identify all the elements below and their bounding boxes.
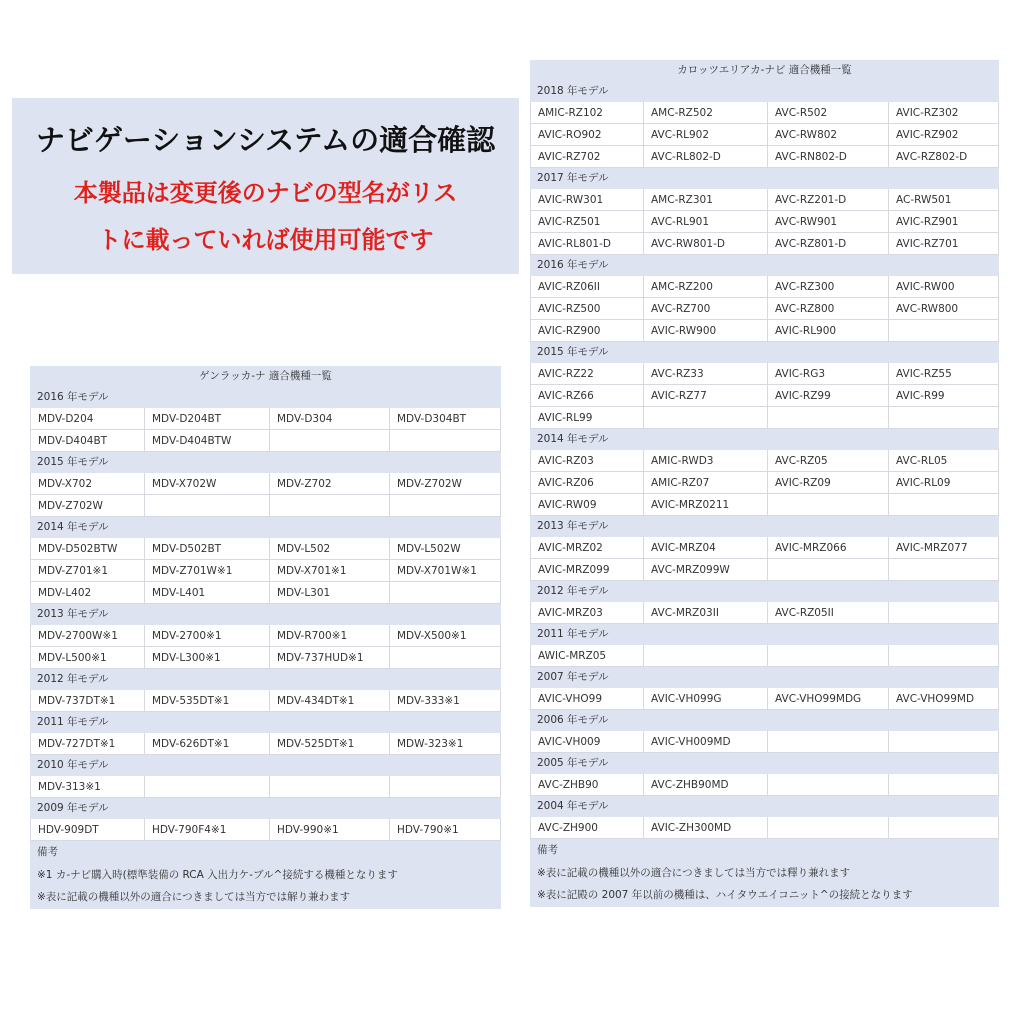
model-cell: AVIC-RZ702 <box>530 146 644 168</box>
model-cell: AVIC-RW301 <box>530 189 644 211</box>
model-cell: AC-RW501 <box>889 189 999 211</box>
model-cell: MDV-L502W <box>390 538 501 560</box>
model-cell: AVIC-RZ09 <box>768 472 889 494</box>
model-cell: MDV-L301 <box>270 582 390 604</box>
model-cell: AMIC-RZ07 <box>644 472 768 494</box>
model-cell: AVC-VHO99MD <box>889 688 999 710</box>
table-row <box>30 625 501 647</box>
model-cell: MDV-D502BT <box>145 538 270 560</box>
model-cell: AVIC-MRZ02 <box>530 537 644 559</box>
table-row <box>530 645 999 667</box>
table-title: ゲンラッカ-ナ 適合機種一覧 <box>30 366 501 387</box>
model-cell: MDV-Z702W <box>30 495 145 517</box>
model-cell: MDV-737HUD※1 <box>270 647 390 669</box>
model-cell: AVC-VHO99MDG <box>768 688 889 710</box>
model-cell: AVIC-RZ99 <box>768 385 889 407</box>
model-cell: AMIC-RWD3 <box>644 450 768 472</box>
table-row <box>30 538 501 560</box>
model-year-header: 2014 年モデル <box>530 429 999 450</box>
model-cell <box>768 774 889 796</box>
compatibility-banner <box>12 98 519 274</box>
model-cell: AVC-RZ05 <box>768 450 889 472</box>
model-cell: MDV-L401 <box>145 582 270 604</box>
table-row <box>530 817 999 839</box>
table-row <box>530 298 999 320</box>
model-cell <box>768 817 889 839</box>
model-cell <box>768 494 889 516</box>
model-cell <box>270 430 390 452</box>
table-row <box>530 385 999 407</box>
model-cell: AVC-RZ201-D <box>768 189 889 211</box>
model-year-header: 2009 年モデル <box>30 798 501 819</box>
model-cell: MDV-737DT※1 <box>30 690 145 712</box>
table-row <box>530 494 999 516</box>
model-cell: MDV-2700※1 <box>145 625 270 647</box>
model-year-header: 2013 年モデル <box>530 516 999 537</box>
model-cell: MDV-R700※1 <box>270 625 390 647</box>
table-row <box>530 363 999 385</box>
model-cell: AVC-RZ801-D <box>768 233 889 255</box>
model-cell: MDV-434DT※1 <box>270 690 390 712</box>
model-year-header: 2011 年モデル <box>530 624 999 645</box>
model-cell: AVC-R502 <box>768 102 889 124</box>
model-year-header: 2012 年モデル <box>530 581 999 602</box>
model-cell: AWIC-MRZ05 <box>530 645 644 667</box>
table-row <box>530 537 999 559</box>
model-cell <box>270 776 390 798</box>
model-cell: AVC-RW802 <box>768 124 889 146</box>
model-cell: MDV-333※1 <box>390 690 501 712</box>
table-row <box>530 124 999 146</box>
model-year-header: 2010 年モデル <box>30 755 501 776</box>
model-cell: AVIC-VH009 <box>530 731 644 753</box>
table-row <box>530 211 999 233</box>
model-cell <box>390 495 501 517</box>
table-row <box>30 733 501 755</box>
model-cell: AVC-RZ802-D <box>889 146 999 168</box>
model-cell <box>889 645 999 667</box>
model-cell: AVIC-RZ66 <box>530 385 644 407</box>
table-row <box>530 472 999 494</box>
model-cell <box>390 582 501 604</box>
table-row <box>30 560 501 582</box>
table-row <box>530 320 999 342</box>
model-cell: AVC-RL901 <box>644 211 768 233</box>
model-cell <box>889 407 999 429</box>
model-year-header: 2006 年モデル <box>530 710 999 731</box>
model-cell: AVC-RL902 <box>644 124 768 146</box>
model-cell: MDV-525DT※1 <box>270 733 390 755</box>
table-row <box>530 774 999 796</box>
model-cell <box>390 776 501 798</box>
table-row <box>30 582 501 604</box>
table-row <box>530 602 999 624</box>
table-row <box>30 408 501 430</box>
model-cell <box>889 731 999 753</box>
model-cell: AVIC-RZ902 <box>889 124 999 146</box>
model-cell <box>390 647 501 669</box>
model-cell: AMC-RZ301 <box>644 189 768 211</box>
model-cell: AVC-RZ33 <box>644 363 768 385</box>
model-cell <box>145 776 270 798</box>
model-cell: MDV-D304BT <box>390 408 501 430</box>
model-cell: MDV-2700W※1 <box>30 625 145 647</box>
model-cell <box>889 494 999 516</box>
model-cell <box>889 817 999 839</box>
model-cell: MDV-L502 <box>270 538 390 560</box>
model-cell: AVIC-RZ701 <box>889 233 999 255</box>
table-title: カロッツエリアカ-ナビ 適合機種一覧 <box>530 60 999 81</box>
model-year-header: 2014 年モデル <box>30 517 501 538</box>
model-cell: MDV-727DT※1 <box>30 733 145 755</box>
kenwood-compatibility-table <box>30 366 501 909</box>
model-cell: MDV-X701W※1 <box>390 560 501 582</box>
model-year-header: 2015 年モデル <box>530 342 999 363</box>
banner-title: ナビゲーションシステムの適合確認 <box>35 123 496 157</box>
model-cell: AVIC-MRZ066 <box>768 537 889 559</box>
model-year-header: 2018 年モデル <box>530 81 999 102</box>
table-row <box>30 819 501 841</box>
model-cell <box>889 320 999 342</box>
model-cell: AMC-RZ502 <box>644 102 768 124</box>
table-row <box>530 146 999 168</box>
model-cell: AVC-RZ300 <box>768 276 889 298</box>
remarks-heading: 備考 <box>530 839 999 862</box>
model-cell: AVIC-RZ06 <box>530 472 644 494</box>
model-year-header: 2013 年モデル <box>30 604 501 625</box>
model-cell: AVC-RL05 <box>889 450 999 472</box>
model-cell: MDV-X702 <box>30 473 145 495</box>
model-cell: MDV-X500※1 <box>390 625 501 647</box>
remark-text: ※1 カ-ナビ購入時(標準装備の RCA 入出力ケ-ブル^接続する機種となります <box>30 864 501 887</box>
model-year-header: 2007 年モデル <box>530 667 999 688</box>
table-row <box>30 430 501 452</box>
model-cell: AVC-MRZ03II <box>644 602 768 624</box>
model-cell: MDV-D502BTW <box>30 538 145 560</box>
model-cell: AVIC-RL801-D <box>530 233 644 255</box>
model-cell: AVIC-RZ501 <box>530 211 644 233</box>
table-row <box>530 450 999 472</box>
table-row <box>530 407 999 429</box>
model-cell: MDV-Z702W <box>390 473 501 495</box>
model-cell: AVIC-RZ06II <box>530 276 644 298</box>
remark-text: ※表に記載の機種以外の適合につきましては当方では釋り兼れます <box>530 862 999 885</box>
model-cell: AMIC-RZ102 <box>530 102 644 124</box>
model-cell: AVIC-RL99 <box>530 407 644 429</box>
table-row <box>30 647 501 669</box>
table-row <box>30 690 501 712</box>
model-cell: AVIC-RZ500 <box>530 298 644 320</box>
model-cell: MDV-535DT※1 <box>145 690 270 712</box>
model-cell: AVIC-RW00 <box>889 276 999 298</box>
model-cell: MDV-D204BT <box>145 408 270 430</box>
model-cell <box>768 731 889 753</box>
model-cell: MDV-X702W <box>145 473 270 495</box>
model-cell: AVIC-RW09 <box>530 494 644 516</box>
model-cell: AVIC-RZ22 <box>530 363 644 385</box>
model-year-header: 2017 年モデル <box>530 168 999 189</box>
table-row <box>530 102 999 124</box>
model-cell: MDV-L402 <box>30 582 145 604</box>
model-cell: MDV-D204 <box>30 408 145 430</box>
model-cell: AVIC-MRZ077 <box>889 537 999 559</box>
model-cell: AVIC-RL09 <box>889 472 999 494</box>
model-cell: AVC-RZ700 <box>644 298 768 320</box>
model-year-header: 2016 年モデル <box>530 255 999 276</box>
model-cell <box>390 430 501 452</box>
table-row <box>30 473 501 495</box>
model-cell <box>889 559 999 581</box>
model-cell: AVIC-MRZ0211 <box>644 494 768 516</box>
model-cell: AVIC-RW900 <box>644 320 768 342</box>
table-row <box>530 276 999 298</box>
model-cell: MDW-323※1 <box>390 733 501 755</box>
model-cell: MDV-Z701W※1 <box>145 560 270 582</box>
remark-text: ※表に記載の機種以外の適合につきましては当方では解り兼わます <box>30 886 501 909</box>
model-cell <box>768 407 889 429</box>
model-cell: AVIC-ZH300MD <box>644 817 768 839</box>
banner-note-line-2: トに載っていれば使用可能です <box>97 226 434 254</box>
table-row <box>30 776 501 798</box>
model-cell: AVC-RZ05II <box>768 602 889 624</box>
model-cell: AVIC-R99 <box>889 385 999 407</box>
model-cell: MDV-626DT※1 <box>145 733 270 755</box>
model-cell: HDV-990※1 <box>270 819 390 841</box>
model-cell: AVIC-VHO99 <box>530 688 644 710</box>
table-row <box>30 495 501 517</box>
model-cell <box>768 645 889 667</box>
model-cell: AVIC-MRZ04 <box>644 537 768 559</box>
model-cell: AVC-ZHB90MD <box>644 774 768 796</box>
model-cell: AVIC-RZ900 <box>530 320 644 342</box>
model-year-header: 2005 年モデル <box>530 753 999 774</box>
model-cell: HDV-790※1 <box>390 819 501 841</box>
table-row <box>530 559 999 581</box>
model-cell: MDV-D404BTW <box>145 430 270 452</box>
model-cell: MDV-Z702 <box>270 473 390 495</box>
model-year-header: 2015 年モデル <box>30 452 501 473</box>
model-cell: AVC-RW801-D <box>644 233 768 255</box>
model-cell: AVC-RL802-D <box>644 146 768 168</box>
model-cell: MDV-D404BT <box>30 430 145 452</box>
model-cell: AVIC-VH009MD <box>644 731 768 753</box>
model-cell: AVC-ZH900 <box>530 817 644 839</box>
model-cell: MDV-L500※1 <box>30 647 145 669</box>
model-cell: AVC-RZ800 <box>768 298 889 320</box>
model-year-header: 2004 年モデル <box>530 796 999 817</box>
model-cell <box>889 774 999 796</box>
remark-text: ※表に記殿の 2007 年以前の機種は、ハイタウエイコニット^の接続となります <box>530 884 999 907</box>
model-cell: AVIC-RZ03 <box>530 450 644 472</box>
banner-note-line-1: 本製品は変更後のナビの型名がリス <box>73 179 458 207</box>
model-cell: MDV-X701※1 <box>270 560 390 582</box>
table-row <box>530 189 999 211</box>
model-cell: HDV-790F4※1 <box>145 819 270 841</box>
model-cell <box>644 407 768 429</box>
model-cell: AVC-RW901 <box>768 211 889 233</box>
carrozzeria-compatibility-table <box>530 60 999 907</box>
model-cell <box>644 645 768 667</box>
model-year-header: 2016 年モデル <box>30 387 501 408</box>
model-cell: AVIC-RZ901 <box>889 211 999 233</box>
model-cell: AVIC-RZ55 <box>889 363 999 385</box>
model-cell: HDV-909DT <box>30 819 145 841</box>
model-cell: AVIC-RZ302 <box>889 102 999 124</box>
model-cell: MDV-Z701※1 <box>30 560 145 582</box>
model-year-header: 2012 年モデル <box>30 669 501 690</box>
model-cell <box>145 495 270 517</box>
model-cell: AVC-ZHB90 <box>530 774 644 796</box>
model-cell: MDV-L300※1 <box>145 647 270 669</box>
model-cell: AVIC-RL900 <box>768 320 889 342</box>
table-row <box>530 688 999 710</box>
remarks-heading: 備考 <box>30 841 501 864</box>
table-row <box>530 233 999 255</box>
model-cell: MDV-D304 <box>270 408 390 430</box>
model-cell <box>889 602 999 624</box>
model-cell: AVIC-VH099G <box>644 688 768 710</box>
model-year-header: 2011 年モデル <box>30 712 501 733</box>
model-cell: AVC-RN802-D <box>768 146 889 168</box>
model-cell: AVIC-MRZ099 <box>530 559 644 581</box>
model-cell: AVC-MRZ099W <box>644 559 768 581</box>
model-cell: MDV-313※1 <box>30 776 145 798</box>
model-cell <box>270 495 390 517</box>
model-cell: AVIC-MRZ03 <box>530 602 644 624</box>
model-cell: AVIC-RZ77 <box>644 385 768 407</box>
model-cell <box>768 559 889 581</box>
model-cell: AMC-RZ200 <box>644 276 768 298</box>
table-row <box>530 731 999 753</box>
model-cell: AVIC-RO902 <box>530 124 644 146</box>
model-cell: AVC-RW800 <box>889 298 999 320</box>
model-cell: AVIC-RG3 <box>768 363 889 385</box>
